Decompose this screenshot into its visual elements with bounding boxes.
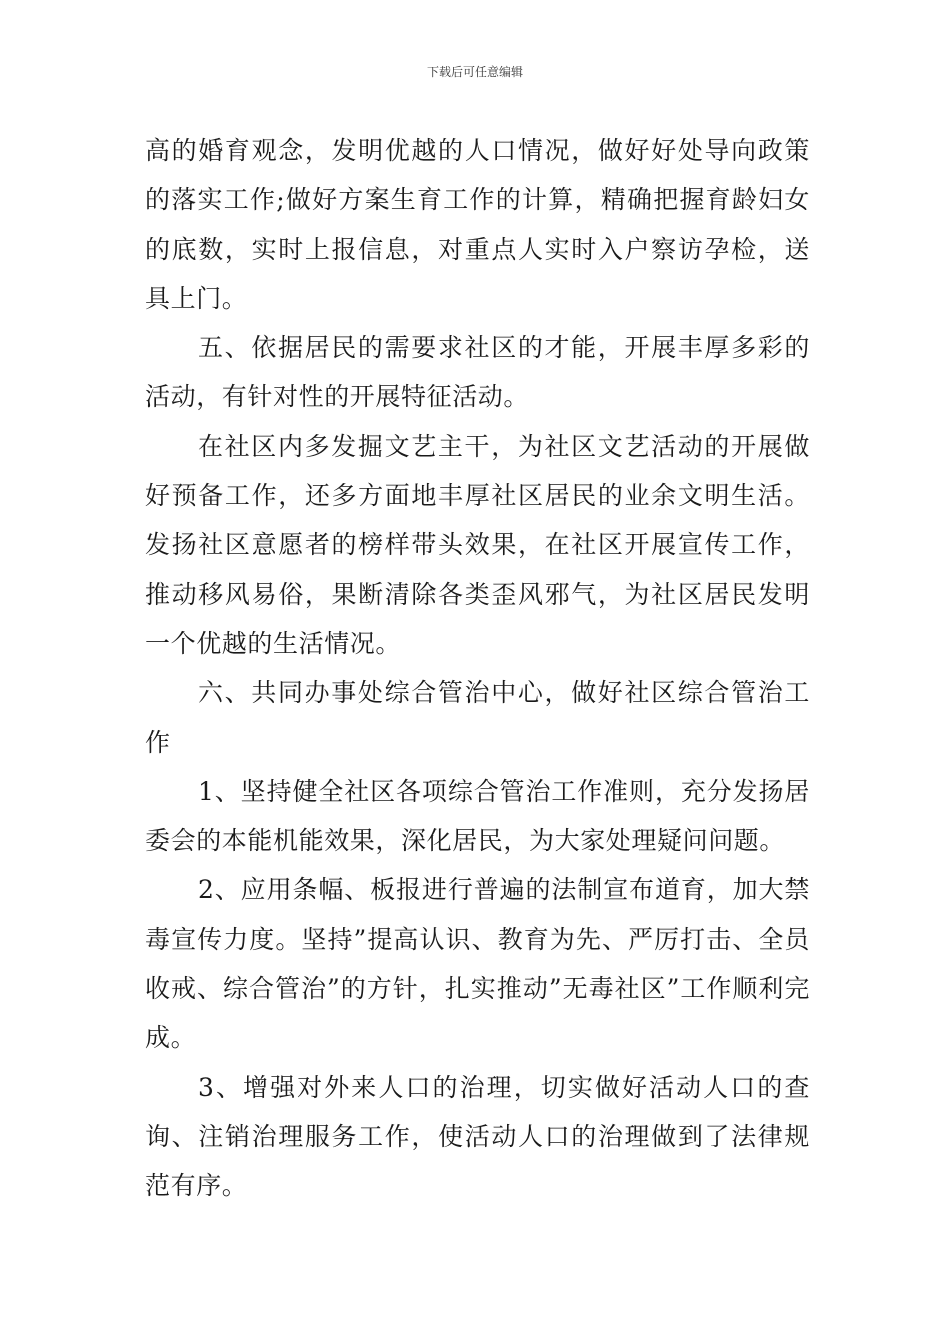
paragraph: 3、增强对外来人口的治理，切实做好活动人口的查询、注销治理服务工作，使活动人口的治理做到了法律规范有序。 (145, 1072, 810, 1201)
paragraph: 在社区内多发掘文艺主干，为社区文艺活动的开展做好预备工作，还多方面地丰厚社区居民的业余文明生活。发扬社区意愿者的榜样带头效果，在社区开展宣传工作，推动移风易俗，果断清除各类歪风邪气，为社区居民发明一个优越的生活情况。 (145, 431, 810, 658)
paragraph: 五、依据居民的需要求社区的才能，开展丰厚多彩的活动，有针对性的开展特征活动。 (145, 333, 810, 412)
paragraph: 1、坚持健全社区各项综合管治工作准则，充分发扬居委会的本能机能效果，深化居民，为大家处理疑问问题。 (145, 776, 810, 856)
paragraph: 六、共同办事处综合管治中心，做好社区综合管治工作 (145, 678, 810, 757)
page-header: 下载后可任意编辑 (426, 65, 523, 79)
document-body (145, 126, 810, 1211)
paragraph: 高的婚育观念，发明优越的人口情况，做好好处导向政策的落实工作;做好方案生育工作的计算，精确把握育龄妇女的底数，实时上报信息，对重点人实时入户察访孕检，送具上门。 (145, 136, 810, 313)
paragraph: 2、应用条幅、板报进行普遍的法制宣布道育，加大禁毒宣传力度。坚持”提高认识、教育为先、严厉打击、全员收戒、综合管治”的方针，扎实推动”无毒社区”工作顺利完成。 (145, 875, 810, 1053)
